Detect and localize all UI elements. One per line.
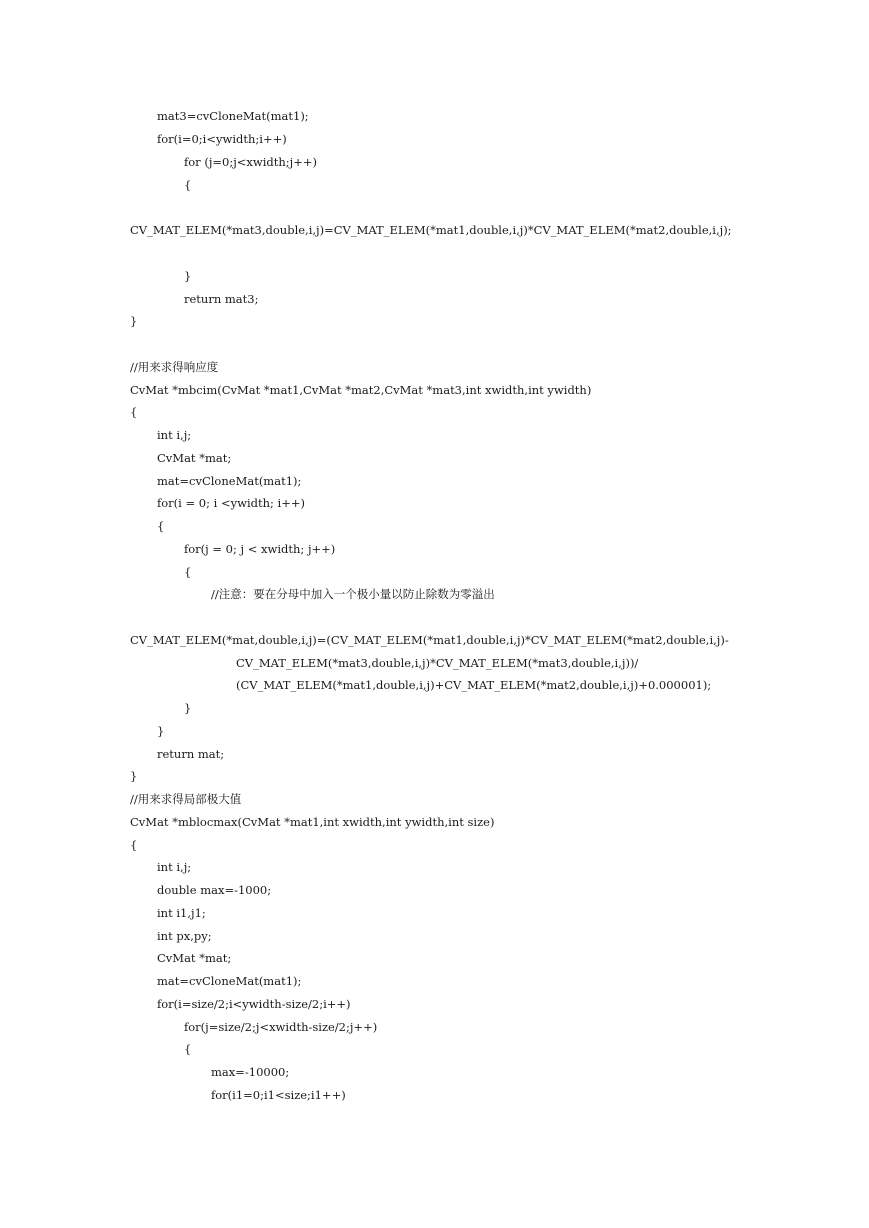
function-signature: CvMat *mbcim(CvMat *mat1,CvMat *mat2,CvMat *mat3,int xwidth,int ywidth) xyxy=(130,383,592,397)
code-line: { xyxy=(184,565,192,579)
code-line: int i,j; xyxy=(157,428,192,442)
code-line: { xyxy=(130,838,138,852)
code-comment: //注意：要在分母中加入一个极小量以防止除数为零溢出 xyxy=(211,587,495,601)
code-line: CvMat *mat; xyxy=(157,451,232,465)
code-line: { xyxy=(184,1042,192,1056)
code-line: CV_MAT_ELEM(*mat,double,i,j)=(CV_MAT_ELEM(*mat1,double,i,j)*CV_MAT_ELEM(*mat2,double,i,j)- xyxy=(130,633,729,647)
code-line: (CV_MAT_ELEM(*mat1,double,i,j)+CV_MAT_ELEM(*mat2,double,i,j)+0.000001); xyxy=(236,678,712,692)
code-line: CV_MAT_ELEM(*mat3,double,i,j)=CV_MAT_ELEM(*mat1,double,i,j)*CV_MAT_ELEM(*mat2,double,i,j); xyxy=(130,223,732,237)
code-line: for(j = 0; j < xwidth; j++) xyxy=(184,542,336,556)
code-line: for (j=0;j<xwidth;j++) xyxy=(184,155,318,169)
code-line: } xyxy=(130,769,138,783)
code-line: mat=cvCloneMat(mat1); xyxy=(157,474,302,488)
code-line: int px,py; xyxy=(157,929,212,943)
code-line: } xyxy=(130,314,138,328)
code-line: mat3=cvCloneMat(mat1); xyxy=(157,109,309,123)
function-signature: CvMat *mblocmax(CvMat *mat1,int xwidth,int ywidth,int size) xyxy=(130,815,495,829)
code-line: CvMat *mat; xyxy=(157,951,232,965)
code-comment: //用来求得响应度 xyxy=(130,360,219,374)
code-line: for(i = 0; i <ywidth; i++) xyxy=(157,496,305,510)
code-line: int i1,j1; xyxy=(157,906,206,920)
code-line: return mat; xyxy=(157,747,225,761)
code-line: double max=-1000; xyxy=(157,883,272,897)
code-line: for(j=size/2;j<xwidth-size/2;j++) xyxy=(184,1020,378,1034)
code-line: int i,j; xyxy=(157,860,192,874)
code-line: for(i=0;i<ywidth;i++) xyxy=(157,132,287,146)
code-line: return mat3; xyxy=(184,292,259,306)
code-line: } xyxy=(157,724,165,738)
code-line: for(i=size/2;i<ywidth-size/2;i++) xyxy=(157,997,351,1011)
code-line: CV_MAT_ELEM(*mat3,double,i,j)*CV_MAT_ELEM(*mat3,double,i,j))/ xyxy=(236,656,639,670)
code-line: { xyxy=(184,178,192,192)
code-line: { xyxy=(130,405,138,419)
code-line: } xyxy=(184,701,192,715)
code-line: } xyxy=(184,269,192,283)
code-line: max=-10000; xyxy=(211,1065,290,1079)
code-line: { xyxy=(157,519,165,533)
code-comment: //用来求得局部极大值 xyxy=(130,792,242,806)
code-line: mat=cvCloneMat(mat1); xyxy=(157,974,302,988)
code-line: for(i1=0;i1<size;i1++) xyxy=(211,1088,346,1102)
